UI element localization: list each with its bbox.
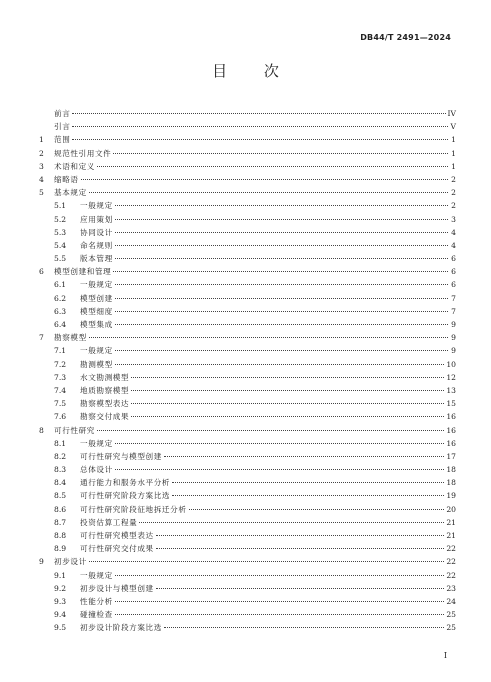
toc-entry[interactable] bbox=[39, 476, 456, 489]
toc-entry[interactable] bbox=[39, 371, 456, 384]
toc-entry-page: 6 bbox=[451, 280, 456, 290]
toc-leader-dots bbox=[115, 349, 448, 351]
toc-entry-number: 8.4 bbox=[54, 478, 67, 488]
toc-entry-page: 6 bbox=[451, 267, 456, 277]
toc-entry-page: 1 bbox=[451, 135, 456, 145]
toc-leader-dots bbox=[139, 521, 444, 523]
toc-entry[interactable] bbox=[39, 582, 456, 595]
toc-entry-label: 协同设计 bbox=[80, 227, 113, 237]
toc-entry-page: 3 bbox=[451, 214, 456, 224]
toc-entry[interactable] bbox=[39, 397, 456, 410]
toc-entry-number: 7.1 bbox=[54, 346, 67, 356]
toc-leader-dots bbox=[115, 283, 448, 285]
toc-entry-number: 6.2 bbox=[54, 293, 67, 303]
toc-entry-page: 9 bbox=[451, 333, 456, 343]
toc-entry[interactable] bbox=[39, 450, 456, 463]
toc-entry-page: 12 bbox=[446, 372, 456, 382]
toc-entry-number: 5.4 bbox=[54, 240, 67, 250]
toc-entry-number: 4 bbox=[39, 174, 44, 184]
toc-entry-label: 可行性研究模型表达 bbox=[80, 531, 154, 540]
toc-entry[interactable] bbox=[39, 489, 456, 502]
toc-entry-label: 地质勘察模型 bbox=[80, 385, 130, 395]
toc-entry[interactable] bbox=[39, 147, 456, 160]
toc-entry[interactable] bbox=[39, 265, 456, 278]
toc-entry-number: 1 bbox=[39, 135, 44, 145]
toc-leader-dots bbox=[131, 389, 444, 391]
toc-entry-label: 规范性引用文件 bbox=[54, 148, 112, 158]
toc-entry[interactable] bbox=[39, 186, 456, 199]
toc-entry-number: 7 bbox=[39, 333, 44, 343]
toc-entry-page: 6 bbox=[451, 254, 456, 264]
toc-entry[interactable] bbox=[39, 305, 456, 318]
toc-leader-dots bbox=[72, 125, 448, 127]
toc-entry-number: 7.5 bbox=[54, 399, 67, 409]
toc-entry[interactable] bbox=[39, 331, 456, 344]
toc-entry-number: 5.2 bbox=[54, 214, 67, 224]
toc-leader-dots bbox=[113, 270, 448, 272]
page-number: I bbox=[443, 651, 447, 660]
toc-entry-number: 6 bbox=[39, 267, 44, 277]
toc-entry[interactable] bbox=[39, 278, 456, 291]
toc-entry-number: 8.7 bbox=[54, 517, 67, 527]
toc-entry-number: 5.3 bbox=[54, 227, 67, 237]
toc-entry-number: 6.1 bbox=[54, 280, 67, 290]
toc-entry-label: 勘察交付成果 bbox=[80, 412, 130, 422]
toc-entry-number: 7.6 bbox=[54, 412, 67, 422]
toc-entry-page: 9 bbox=[451, 320, 456, 329]
toc-entry-page: 22 bbox=[446, 544, 456, 554]
toc-entry[interactable] bbox=[39, 107, 456, 120]
toc-entry-label: 模型集成 bbox=[80, 320, 113, 329]
toc-entry-label: 模型创建和管理 bbox=[54, 267, 112, 277]
toc-leader-dots bbox=[156, 587, 445, 589]
toc-entry-page: 24 bbox=[446, 596, 456, 606]
toc-entry-page: 16 bbox=[446, 438, 456, 448]
toc-entry-number: 8.6 bbox=[54, 504, 67, 514]
toc-leader-dots bbox=[115, 574, 445, 576]
toc-entry-label: 一般规定 bbox=[80, 438, 113, 448]
toc-leader-dots bbox=[89, 560, 445, 562]
toc-leader-dots bbox=[115, 468, 445, 470]
toc-entry-page: 22 bbox=[446, 570, 456, 580]
toc-entry-label: 勘测模型 bbox=[80, 359, 113, 369]
toc-entry-label: 一般规定 bbox=[80, 346, 113, 356]
toc-leader-dots bbox=[164, 626, 444, 628]
toc-entry-label: 总体设计 bbox=[80, 465, 113, 475]
toc-leader-dots bbox=[115, 613, 445, 615]
toc-leader-dots bbox=[81, 178, 448, 180]
toc-entry[interactable] bbox=[39, 358, 456, 371]
toc-entry-label: 性能分析 bbox=[80, 596, 113, 606]
toc-entry[interactable] bbox=[39, 120, 456, 133]
toc-leader-dots bbox=[89, 336, 448, 338]
toc-entry-page: 7 bbox=[451, 306, 456, 316]
toc-entry[interactable] bbox=[39, 569, 456, 582]
toc-entry-label: 通行能力和服务水平分析 bbox=[80, 478, 171, 488]
toc-entry-number: 8.5 bbox=[54, 491, 67, 501]
toc-entry[interactable] bbox=[39, 437, 456, 450]
toc-entry-number: 9 bbox=[39, 557, 44, 567]
toc-entry-label: 初步设计阶段方案比选 bbox=[80, 623, 162, 633]
toc-entry-number: 7.3 bbox=[54, 372, 67, 382]
toc-leader-dots bbox=[156, 534, 445, 536]
toc-entry[interactable] bbox=[39, 252, 456, 265]
toc-entry[interactable] bbox=[39, 160, 456, 173]
toc-leader-dots bbox=[72, 112, 445, 114]
toc-entry-page: 16 bbox=[446, 425, 456, 435]
toc-entry-label: 模型创建 bbox=[80, 293, 113, 303]
toc-entry-label: 勘察模型表达 bbox=[80, 399, 130, 409]
toc-entry-number: 8.1 bbox=[54, 438, 67, 448]
toc-entry-page: 10 bbox=[446, 359, 456, 369]
toc-leader-dots bbox=[115, 363, 445, 365]
toc-entry-number: 9.3 bbox=[54, 596, 67, 606]
toc-entry-page: 21 bbox=[446, 531, 456, 540]
toc-entry-page: 9 bbox=[451, 346, 456, 356]
toc-entry-number: 5 bbox=[39, 188, 44, 198]
toc-entry-page: 25 bbox=[446, 610, 456, 620]
toc-entry-label: 模型细度 bbox=[80, 306, 113, 316]
toc-entry-label: 命名规则 bbox=[80, 240, 113, 250]
toc-entry-label: 可行性研究 bbox=[54, 425, 95, 435]
toc-entry[interactable] bbox=[39, 503, 456, 516]
toc-entry-label: 可行性研究阶段征地拆迁分析 bbox=[80, 504, 187, 514]
toc-leader-dots bbox=[131, 402, 444, 404]
toc-entry-number: 3 bbox=[39, 161, 44, 171]
toc-entry-label: 可行性研究与模型创建 bbox=[80, 451, 162, 461]
toc-entry[interactable] bbox=[39, 318, 456, 331]
toc-entry[interactable] bbox=[39, 595, 456, 608]
toc-leader-dots bbox=[156, 547, 445, 549]
toc-leader-dots bbox=[131, 415, 444, 417]
toc-entry-page: 16 bbox=[446, 412, 456, 422]
toc-entry-number: 9.4 bbox=[54, 610, 67, 620]
toc-entry-number: 8.8 bbox=[54, 531, 67, 540]
toc-leader-dots bbox=[97, 165, 448, 167]
toc-entry-label: 投资估算工程量 bbox=[80, 517, 138, 527]
toc-entry-number: 6.4 bbox=[54, 320, 67, 329]
toc-entry-page: 1 bbox=[451, 161, 456, 171]
toc-entry-page: 13 bbox=[446, 385, 456, 395]
toc-entry-number: 6.3 bbox=[54, 306, 67, 316]
toc-entry-number: 5.5 bbox=[54, 254, 67, 264]
toc-leader-dots bbox=[97, 429, 444, 431]
toc-entry[interactable] bbox=[39, 199, 456, 212]
toc-entry-label: 勘察模型 bbox=[54, 333, 87, 343]
toc-entry[interactable] bbox=[39, 384, 456, 397]
toc-entry-label: 应用策划 bbox=[80, 214, 113, 224]
table-of-contents bbox=[39, 107, 456, 635]
toc-leader-dots bbox=[115, 600, 445, 602]
toc-leader-dots bbox=[89, 191, 448, 193]
toc-entry-label: 引言 bbox=[54, 122, 71, 132]
toc-entry-label: 一般规定 bbox=[80, 280, 113, 290]
toc-entry[interactable] bbox=[39, 621, 456, 634]
toc-leader-dots bbox=[115, 218, 448, 220]
toc-entry-label: 水文勘测模型 bbox=[80, 372, 130, 382]
toc-entry-page: 22 bbox=[446, 557, 456, 567]
toc-entry-page: 20 bbox=[446, 504, 456, 514]
toc-entry-number: 9.2 bbox=[54, 583, 67, 593]
toc-entry[interactable] bbox=[39, 542, 456, 555]
toc-entry-number: 8.3 bbox=[54, 465, 67, 475]
toc-leader-dots bbox=[115, 297, 448, 299]
toc-leader-dots bbox=[115, 244, 448, 246]
toc-entry-number: 8.2 bbox=[54, 451, 67, 461]
toc-entry-number: 7.4 bbox=[54, 385, 67, 395]
toc-leader-dots bbox=[131, 376, 444, 378]
toc-entry-page: IV bbox=[447, 109, 456, 118]
toc-entry-label: 基本规定 bbox=[54, 188, 87, 198]
page-title: 目 次 bbox=[212, 62, 295, 80]
toc-entry[interactable] bbox=[39, 516, 456, 529]
toc-entry-label: 前言 bbox=[54, 109, 71, 118]
standard-id: DB44/T 2491—2024 bbox=[360, 33, 451, 42]
toc-leader-dots bbox=[115, 310, 448, 312]
toc-entry-page: 1 bbox=[451, 148, 456, 158]
toc-entry[interactable] bbox=[39, 292, 456, 305]
toc-entry-page: 2 bbox=[451, 201, 456, 211]
toc-entry-page: 23 bbox=[446, 583, 456, 593]
toc-leader-dots bbox=[72, 138, 448, 140]
toc-entry[interactable] bbox=[39, 608, 456, 621]
toc-leader-dots bbox=[115, 231, 448, 233]
toc-entry-number: 5.1 bbox=[54, 201, 67, 211]
toc-entry-number: 7.2 bbox=[54, 359, 67, 369]
toc-entry[interactable] bbox=[39, 173, 456, 186]
toc-entry-label: 范围 bbox=[54, 135, 71, 145]
toc-entry-page: 4 bbox=[451, 240, 456, 250]
toc-entry[interactable] bbox=[39, 529, 456, 542]
toc-entry-page: 4 bbox=[451, 227, 456, 237]
toc-entry-page: 2 bbox=[451, 188, 456, 198]
toc-entry-number: 8.9 bbox=[54, 544, 67, 554]
toc-leader-dots bbox=[164, 455, 444, 457]
toc-entry-label: 术语和定义 bbox=[54, 161, 95, 171]
toc-entry[interactable] bbox=[39, 555, 456, 568]
toc-entry-label: 版本管理 bbox=[80, 254, 113, 264]
toc-entry-label: 碰撞检查 bbox=[80, 610, 113, 620]
toc-entry[interactable] bbox=[39, 424, 456, 437]
toc-entry-page: 25 bbox=[446, 623, 456, 633]
toc-entry-page: 21 bbox=[446, 517, 456, 527]
toc-entry-label: 缩略语 bbox=[54, 174, 79, 184]
toc-entry-page: 15 bbox=[446, 399, 456, 409]
toc-entry[interactable] bbox=[39, 410, 456, 423]
toc-entry[interactable] bbox=[39, 226, 456, 239]
toc-leader-dots bbox=[172, 481, 444, 483]
toc-entry[interactable] bbox=[39, 463, 456, 476]
toc-entry-page: 17 bbox=[446, 451, 456, 461]
toc-leader-dots bbox=[115, 204, 448, 206]
toc-entry-page: 2 bbox=[451, 174, 456, 184]
toc-leader-dots bbox=[115, 257, 448, 259]
toc-entry-page: 18 bbox=[446, 478, 456, 488]
toc-entry-label: 可行性研究交付成果 bbox=[80, 544, 154, 554]
toc-leader-dots bbox=[172, 494, 444, 496]
toc-entry[interactable] bbox=[39, 344, 456, 357]
toc-entry[interactable] bbox=[39, 239, 456, 252]
toc-entry-number: 9.1 bbox=[54, 570, 67, 580]
toc-entry-label: 初步设计 bbox=[54, 557, 87, 567]
toc-leader-dots bbox=[189, 508, 445, 510]
toc-entry[interactable] bbox=[39, 133, 456, 146]
toc-leader-dots bbox=[113, 152, 448, 154]
toc-leader-dots bbox=[115, 323, 448, 325]
toc-entry-number: 2 bbox=[39, 148, 44, 158]
toc-entry-label: 初步设计与模型创建 bbox=[80, 583, 154, 593]
toc-entry-page: 19 bbox=[446, 491, 456, 501]
toc-entry-label: 可行性研究阶段方案比选 bbox=[80, 491, 171, 501]
toc-entry-page: 7 bbox=[451, 293, 456, 303]
toc-entry-number: 8 bbox=[39, 425, 44, 435]
toc-entry-label: 一般规定 bbox=[80, 570, 113, 580]
toc-leader-dots bbox=[115, 442, 445, 444]
toc-entry-page: 18 bbox=[446, 465, 456, 475]
toc-entry-number: 9.5 bbox=[54, 623, 67, 633]
toc-entry[interactable] bbox=[39, 213, 456, 226]
toc-entry-page: V bbox=[450, 122, 456, 132]
toc-entry-label: 一般规定 bbox=[80, 201, 113, 211]
